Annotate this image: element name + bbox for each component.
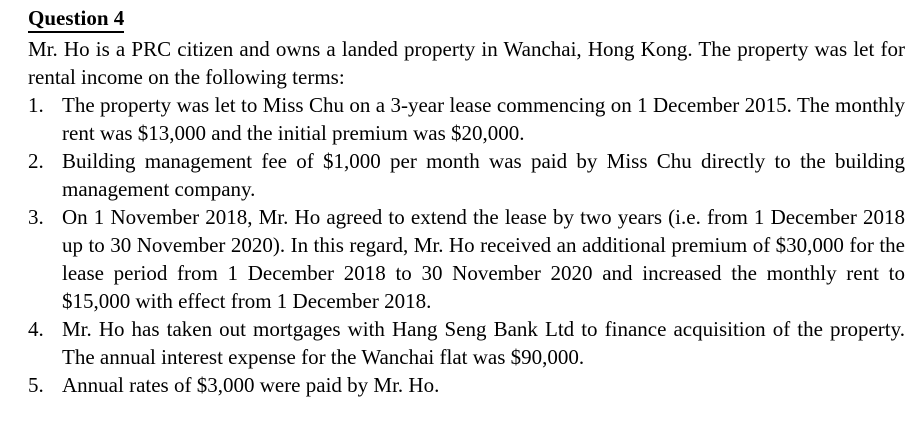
list-item-text: Building management fee of $1,000 per month was paid by Miss Chu directly to the building management company. (62, 149, 905, 201)
list-item-text: Annual rates of $3,000 were paid by Mr. Ho. (62, 373, 440, 397)
list-item-number: 1. (28, 93, 44, 117)
list-item-text: The property was let to Miss Chu on a 3-year lease commencing on 1 December 2015. The monthly rent was $13,000 and the initial premium was $20,000. (62, 93, 905, 145)
list-item-number: 3. (28, 205, 44, 229)
list-item-number: 5. (28, 373, 44, 397)
list-item-number: 4. (28, 317, 44, 341)
list-item-text: On 1 November 2018, Mr. Ho agreed to extend the lease by two years (i.e. from 1 December 2018 up to 30 November 2020). In this regard, Mr. Ho received an additional premium of $30,000 for the lease period from 1 December 2018 to 30 November 2020 and increased the monthly rent to $15,000 with effect from 1 December 2018. (62, 205, 905, 313)
list-item-text: Mr. Ho has taken out mortgages with Hang Seng Bank Ltd to finance acquisition of the property. The annual interest expense for the Wanchai flat was $90,000. (62, 317, 905, 369)
list-item-number: 2. (28, 149, 44, 173)
list-item (28, 203, 905, 315)
question-title-text: Question 4 (28, 5, 124, 33)
list-item (28, 315, 905, 371)
list-item (28, 91, 905, 147)
list-item (28, 147, 905, 203)
terms-list (28, 91, 905, 399)
list-item (28, 371, 905, 399)
question-title (28, 5, 905, 33)
intro-paragraph: Mr. Ho is a PRC citizen and owns a landed property in Wanchai, Hong Kong. The property was let for rental income on the following terms: (28, 37, 905, 89)
